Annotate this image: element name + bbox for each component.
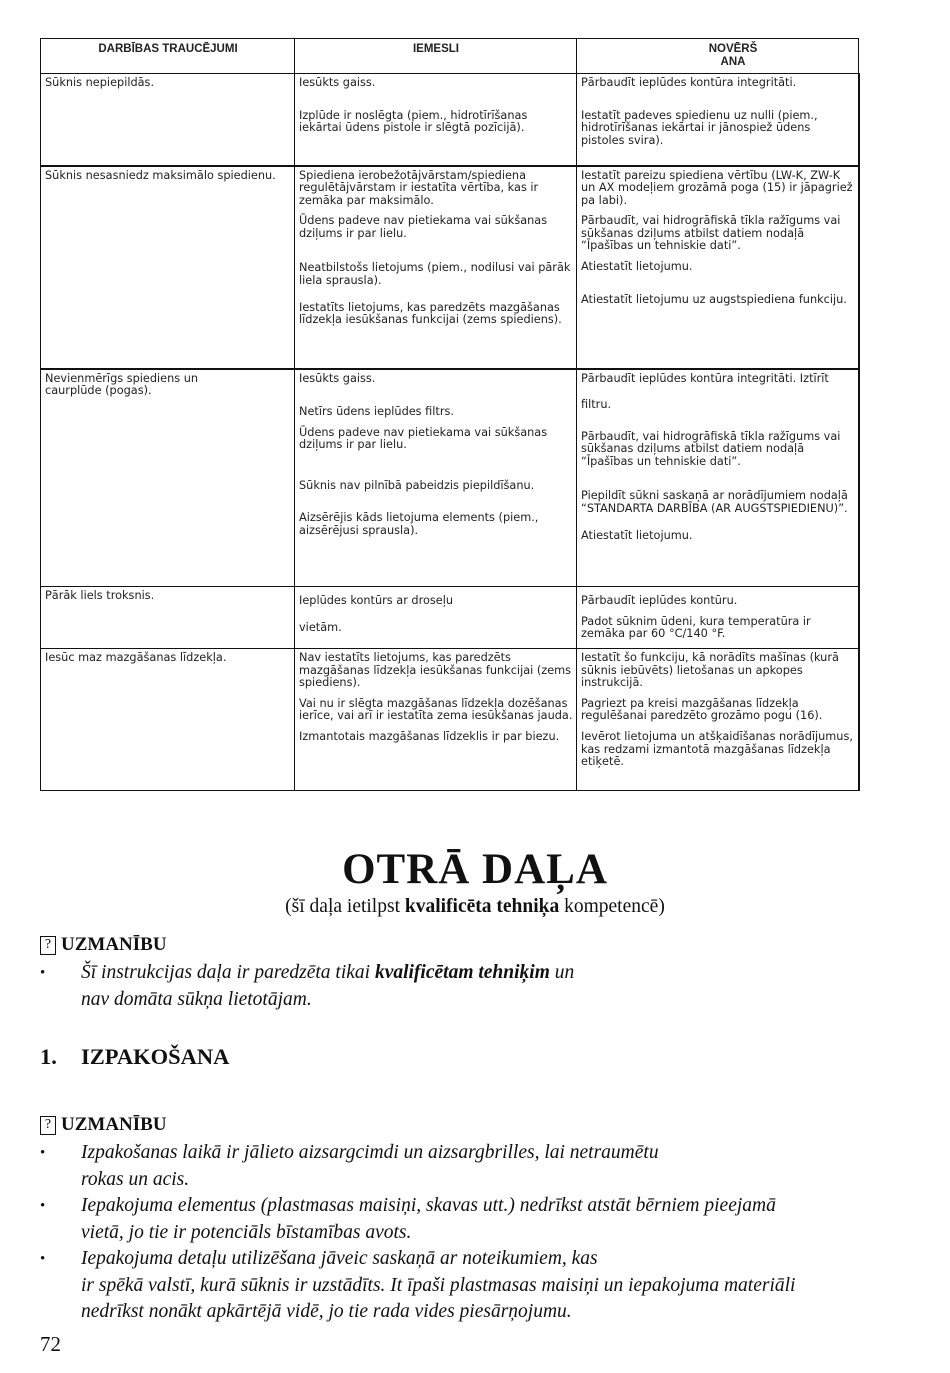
solution-text: Atiestatīt lietojumu. [581, 260, 693, 274]
solution-text: Ievērot lietojuma un atšķaidīšanas norādījumus, kas redzami izmantotā mazgāšanas līdzekļa etiķetē. [581, 729, 853, 769]
solution-text: Iestatīt pareizu spiediena vērtību (LW-K, ZW-K un AX modeļiem grozāmā poga (15) ir jāpagriež pa labi). [581, 168, 853, 207]
list-item-text: un [549, 962, 575, 983]
cause-cell [295, 369, 577, 587]
list-item-text: nedrīkst nonākt apkārtējā vidē, jo tie rada vides piesārņojumu. [81, 1301, 572, 1322]
fault-cell [41, 649, 295, 791]
cause-text: vietām. [299, 620, 342, 634]
list-item-text: rokas un acis. [81, 1168, 190, 1190]
section-number: 1. [40, 1044, 57, 1069]
bullet-icon: • [40, 965, 46, 981]
cause-text: Ūdens padeve nav pietiekama vai sūkšanas dziļums ir par lielu. [299, 214, 548, 240]
cause-text: Ūdens padeve nav pietiekama vai sūkšanas dziļums ir par lielu. [299, 425, 548, 452]
table-row [41, 369, 859, 587]
subtitle-bold-text: kvalificēta tehniķa [404, 896, 560, 917]
list-item-text: ir spēkā valstī, kurā sūknis ir uzstādīts. It īpaši plastmasas maisiņi un iepakojuma materiāli [81, 1274, 796, 1296]
solution-cell [577, 166, 859, 369]
fault-cell [41, 587, 295, 649]
attention-label: UZMANĪBU [61, 934, 167, 955]
list-item-text: Iepakojuma detaļu utilizēšana jāveic saskaņā ar noteikumiem, kas [81, 1248, 598, 1269]
warning-icon: ? [40, 1116, 56, 1135]
list-item [40, 1246, 900, 1326]
cause-cell [295, 74, 577, 166]
fault-cell [41, 369, 295, 587]
page-number: 72 [40, 1332, 61, 1356]
list-item [40, 1193, 900, 1246]
solution-text: Padot sūknim ūdeni, kura temperatūra ir zemāka par 60 °C/140 °F. [581, 614, 811, 641]
cause-text: Nav iestatīts lietojums, kas paredzēts mazgāšanas līdzekļa iesūkšanas funkcijai (zems spiediens). [299, 651, 572, 690]
list-item-text: Šī instrukcijas daļa ir paredzēta tikai [81, 962, 375, 983]
solution-text: Piepildīt sūkni saskaņā ar norādījumiem nodaļā “STANDARTA DARBĪBA (AR AUGSTSPIEDIENU)”. [581, 489, 848, 516]
fault-text: Sūknis nesasniedz maksimālo spiedienu. [45, 168, 276, 182]
warning-icon: ? [40, 936, 56, 955]
solution-text: Pārbaudīt ieplūdes kontūra integritāti. Iztīrīt [581, 371, 829, 385]
cause-cell [295, 166, 577, 369]
troubleshooting-table [40, 38, 860, 791]
table-row [41, 587, 859, 649]
solution-text: Pārbaudīt, vai hidrogrāfiskā tīkla ražīgums vai sūkšanas dziļums atbilst datiem nodaļā “Īpašības un tehniskie dati”. [581, 214, 841, 253]
cause-text: Netīrs ūdens ieplūdes filtrs. [299, 405, 454, 419]
fault-text: Sūknis nepiepildās. [45, 76, 155, 89]
part-title: OTRĀ DAĻA [342, 846, 608, 893]
cause-text: Izplūde ir noslēgta (piem., hidrotīrīšanas iekārtai ūdens pistole ir slēgtā pozīcijā). [299, 108, 528, 135]
header-solutions-text: NOVĒRŠ ANA [708, 43, 758, 68]
cause-text: Iesūkts gaiss. [299, 371, 376, 385]
fault-text: Iesūc maz mazgāšanas līdzekļa. [45, 651, 227, 664]
cause-text: Sūknis nav pilnībā pabeidzis piepildīšanu. [299, 478, 535, 492]
solution-text: Iestatīt padeves spiedienu uz nulli (piem., hidrotīrīšanas iekārtai ir jānospiež ūdens pistoles svira). [581, 108, 818, 147]
solution-text: Pagriezt pa kreisi mazgāšanas līdzekļa regulēšanai paredzēto grozāmo pogu (16). [581, 696, 823, 723]
solution-text: Atiestatīt lietojumu uz augstspiediena funkciju. [581, 292, 847, 306]
list-item-text: Iepakojuma elementus (plastmasas maisiņi, skavas utt.) nedrīkst atstāt bērniem pieejamā [81, 1195, 776, 1216]
cause-text: Iestatīts lietojums, kas paredzēts mazgāšanas līdzekļa iesūkšanas funkcijai (zems spiediens). [299, 300, 562, 327]
cause-text: Aizsērējis kāds lietojuma elements (piem., aizsērējusi sprausla). [299, 511, 539, 538]
section-title: IZPAKOŠANA [81, 1044, 230, 1069]
header-solutions [577, 39, 859, 74]
solution-cell [577, 369, 859, 587]
list-item-text: Izpakošanas laikā ir jālieto aizsargcimdi un aizsargbrilles, lai netraumētu [81, 1142, 659, 1163]
table-header-row [41, 39, 859, 74]
attention-list [40, 1140, 900, 1326]
fault-text: Pārāk liels troksnis. [45, 589, 155, 602]
solution-text: Pārbaudīt, vai hidrogrāfiskā tīkla ražīgums vai sūkšanas dziļums atbilst datiem nodaļā “Īpašības un tehniskie dati”. [581, 429, 841, 468]
subtitle-text: kompetencē) [559, 896, 665, 917]
attention-heading [40, 933, 167, 957]
solution-text: Pārbaudīt ieplūdes kontūru. [581, 594, 738, 607]
header-causes: IEMESLI [295, 39, 577, 74]
cause-text: Neatbilstošs lietojums (piem., nodilusi vai pārāk liela sprausla). [299, 261, 571, 288]
attention-list [40, 960, 900, 1013]
list-item-text: vietā, jo tie ir potenciāls bīstamības avots. [81, 1221, 412, 1243]
list-item [40, 1140, 900, 1193]
part-subtitle [0, 894, 950, 920]
fault-text: Nevienmērīgs spiediens un caurplūde (pogas). [45, 371, 199, 398]
header-faults: DARBĪBAS TRAUCĒJUMI [41, 39, 295, 74]
bullet-icon: • [40, 1198, 46, 1214]
list-item-text: nav domāta sūkņa lietotājam. [81, 988, 312, 1010]
cause-text: Spiediena ierobežotājvārstam/spiediena regulētājvārstam ir iestatīta vērtība, kas ir zemāka par maksimālo. [299, 168, 539, 207]
solution-cell [577, 74, 859, 166]
bullet-icon: • [40, 1251, 46, 1267]
table-row [41, 649, 859, 791]
table-row [41, 74, 859, 166]
subtitle-text: (šī daļa ietilpst [285, 896, 405, 917]
fault-cell [41, 166, 295, 369]
solution-text: filtru. [581, 398, 612, 412]
attention-heading [40, 1113, 167, 1137]
attention-label: UZMANĪBU [61, 1114, 167, 1135]
cause-text: Vai nu ir slēgta mazgāšanas līdzekļa dozēšanas ierīce, vai arī ir iestatīta zema iesūkšanas jauda. [299, 696, 573, 723]
cause-cell [295, 587, 577, 649]
solution-cell [577, 649, 859, 791]
cause-text: Ieplūdes kontūrs ar droseļu [299, 594, 454, 607]
bullet-icon: • [40, 1145, 46, 1161]
table-row [41, 166, 859, 369]
section-heading [40, 1043, 229, 1071]
solution-text: Iestatīt šo funkciju, kā norādīts mašīnas (kurā sūknis iebūvēts) lietošanas un apkopes instrukcijā. [581, 651, 839, 690]
cause-cell [295, 649, 577, 791]
list-item [40, 960, 900, 1013]
solution-text: Pārbaudīt ieplūdes kontūra integritāti. [581, 76, 797, 89]
solution-text: Atiestatīt lietojumu. [581, 528, 693, 542]
cause-text: Izmantotais mazgāšanas līdzeklis ir par biezu. [299, 729, 560, 743]
fault-cell [41, 74, 295, 166]
cause-text: Iesūkts gaiss. [299, 76, 376, 89]
solution-cell [577, 587, 859, 649]
list-item-bold-text: kvalificētam tehniķim [374, 962, 550, 983]
